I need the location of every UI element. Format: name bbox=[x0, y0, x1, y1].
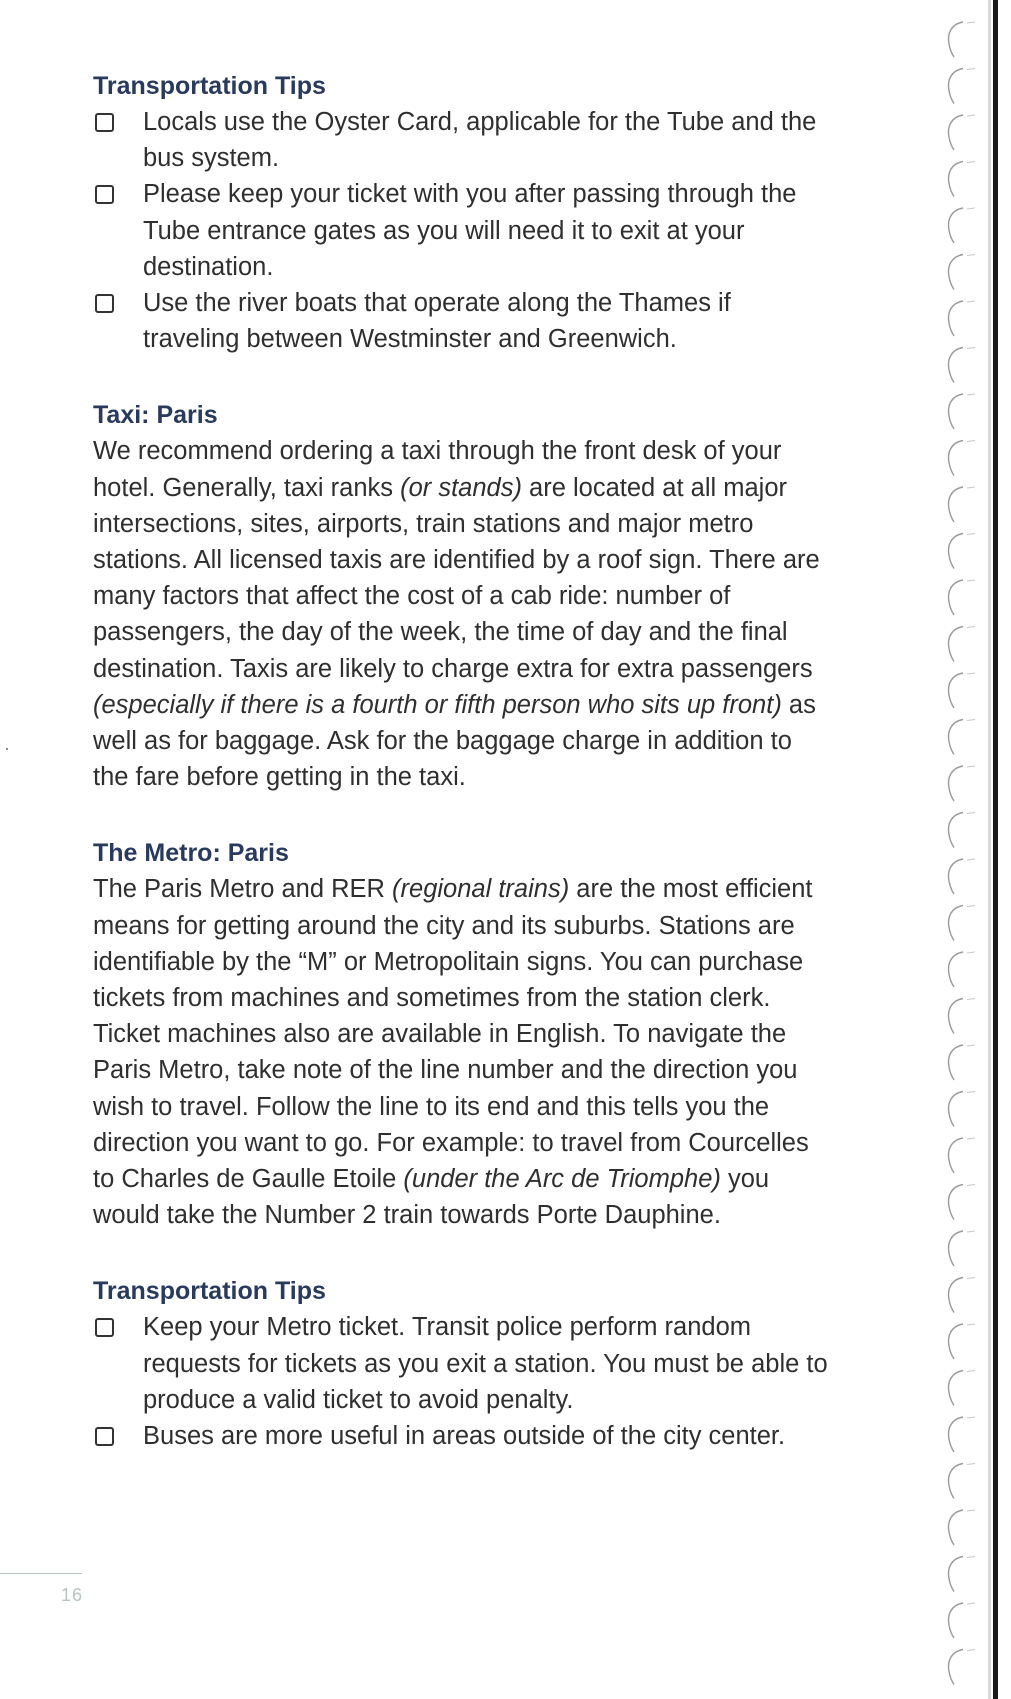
binding-hole-mark bbox=[967, 394, 975, 395]
page-edge bbox=[993, 0, 998, 1699]
binding-loop bbox=[949, 1324, 963, 1359]
list-item bbox=[93, 176, 833, 285]
binding-hole-mark bbox=[967, 1650, 975, 1651]
checkbox-icon bbox=[95, 294, 114, 313]
binding-loop bbox=[949, 1092, 963, 1127]
section-heading: The Metro: Paris bbox=[93, 839, 289, 868]
italic-note: (regional trains) bbox=[392, 875, 570, 904]
binding-loop bbox=[949, 720, 963, 755]
binding-loop bbox=[949, 952, 963, 987]
list-item bbox=[93, 285, 833, 357]
binding-loop bbox=[949, 394, 963, 429]
tip-text: Locals use the Oyster Card, applicable for the Tube and the bus system. bbox=[143, 108, 817, 173]
text-run: are located at all major intersections, sites, airports, train stations and major metro stations. All licensed taxis are identified by a roof sign. There are many factors that affect the cost of a cab ride: number of passengers, the day of the week, the time of day and the final destination. Taxis are likely to charge extra for extra passengers bbox=[93, 473, 820, 683]
binding-hole-mark bbox=[967, 766, 975, 767]
binding-hole-mark bbox=[967, 162, 975, 163]
binding-loop bbox=[949, 115, 963, 150]
scan-speck bbox=[6, 748, 8, 750]
checkbox-icon bbox=[95, 113, 114, 132]
binding-hole-mark bbox=[967, 301, 975, 302]
binding-loop bbox=[949, 999, 963, 1034]
binding-hole-mark bbox=[967, 255, 975, 256]
binding-hole-mark bbox=[967, 1324, 975, 1325]
binding-hole-mark bbox=[967, 1464, 975, 1465]
binding-hole-mark bbox=[967, 952, 975, 953]
binding-loop bbox=[949, 1603, 963, 1638]
italic-note: (under the Arc de Triomphe) bbox=[403, 1165, 721, 1194]
binding-loop bbox=[949, 580, 963, 615]
binding-loop bbox=[949, 1045, 963, 1080]
binding-hole-mark bbox=[967, 999, 975, 1000]
taxi-paragraph bbox=[93, 433, 833, 795]
london-transportation-tips bbox=[93, 68, 833, 357]
binding-loop bbox=[949, 813, 963, 848]
binding-loop bbox=[949, 1231, 963, 1266]
binding-loop bbox=[949, 1510, 963, 1545]
page-edge-shadow bbox=[988, 0, 991, 1699]
binding-hole-mark bbox=[967, 115, 975, 116]
binding-hole-mark bbox=[967, 208, 975, 209]
binding-loop bbox=[949, 859, 963, 894]
page-content bbox=[93, 68, 833, 1494]
binding-loop bbox=[949, 1278, 963, 1313]
binding-hole-mark bbox=[967, 1417, 975, 1418]
checkbox-icon bbox=[95, 1427, 114, 1446]
binding-loop bbox=[949, 255, 963, 290]
binding-loop bbox=[949, 1138, 963, 1173]
list-item bbox=[93, 1309, 833, 1418]
text-run: The Paris Metro and RER bbox=[93, 875, 393, 904]
taxi-paris-section bbox=[93, 397, 833, 795]
binding-hole-mark bbox=[967, 22, 975, 23]
binding-loop bbox=[949, 162, 963, 197]
checkbox-icon bbox=[95, 1318, 114, 1337]
binding-hole-mark bbox=[967, 1278, 975, 1279]
text-run: We recommend ordering a taxi through the front desk of your hotel. Generally, taxi ranks bbox=[93, 437, 782, 502]
binding-hole-mark bbox=[967, 1510, 975, 1511]
binding-hole-mark bbox=[967, 1185, 975, 1186]
list-item bbox=[93, 1418, 833, 1454]
binding-hole-mark bbox=[967, 1092, 975, 1093]
tip-text: Keep your Metro ticket. Transit police perform random requests for tickets as you exit a station. You must be able to produce a valid ticket to avoid penalty. bbox=[143, 1313, 828, 1414]
binding-loop bbox=[949, 1185, 963, 1220]
tip-list bbox=[93, 1309, 833, 1454]
binding-hole-mark bbox=[967, 673, 975, 674]
list-item bbox=[93, 104, 833, 176]
text-run: you would take the Number 2 train towards Porte Dauphine. bbox=[93, 1165, 770, 1230]
binding-loop bbox=[949, 1417, 963, 1452]
tip-text: Use the river boats that operate along the Thames if traveling between Westminster and Greenwich. bbox=[143, 289, 731, 354]
tip-list bbox=[93, 104, 833, 357]
paris-transportation-tips bbox=[93, 1273, 833, 1454]
italic-note: (especially if there is a fourth or fifth person who sits up front) bbox=[93, 690, 782, 719]
text-run: as well as for baggage. Ask for the baggage charge in addition to the fare before getting in the taxi. bbox=[93, 690, 816, 792]
binding-hole-mark bbox=[967, 534, 975, 535]
binding-loop bbox=[949, 22, 963, 57]
binding-loop bbox=[949, 1464, 963, 1499]
binding-hole-mark bbox=[967, 580, 975, 581]
tip-text: Buses are more useful in areas outside of the city center. bbox=[143, 1422, 786, 1451]
section-heading: Transportation Tips bbox=[93, 72, 326, 100]
binding-hole-mark bbox=[967, 348, 975, 349]
binding-hole-mark bbox=[967, 627, 975, 628]
binding-hole-mark bbox=[967, 720, 975, 721]
binding-loop bbox=[949, 1371, 963, 1406]
checkbox-icon bbox=[95, 185, 114, 204]
text-run: are the most efficient means for getting around the city and its suburbs. Stations are identifiable by the “M” or Metropolitain signs. You can purchase tickets from machines and sometimes from the station clerk. Ticket machines also are available in English. To navigate the Paris Metro, take note of the line number and the direction you wish to travel. Follow the line to its end and this tells you the direction you want to go. For example: to travel from Courcelles to Charles de Gaulle Etoile bbox=[93, 875, 813, 1194]
binding-hole-mark bbox=[967, 1138, 975, 1139]
binding-loop bbox=[949, 487, 963, 522]
italic-note: (or stands) bbox=[400, 473, 522, 502]
binding-loop bbox=[949, 441, 963, 476]
binding-hole-mark bbox=[967, 859, 975, 860]
binding-hole-mark bbox=[967, 1603, 975, 1604]
binding-loop bbox=[949, 627, 963, 662]
binding-loop bbox=[949, 1557, 963, 1592]
binding-hole-mark bbox=[967, 813, 975, 814]
binding-loop bbox=[949, 673, 963, 708]
page-number: 16 bbox=[61, 1585, 84, 1605]
spiral-binding-icon bbox=[925, 0, 995, 1699]
binding-loop bbox=[949, 906, 963, 941]
tip-text: Please keep your ticket with you after passing through the Tube entrance gates as you will need it to exit at your destination. bbox=[143, 180, 797, 281]
binding-loop bbox=[949, 208, 963, 243]
binding-hole-mark bbox=[967, 1371, 975, 1372]
binding-loop bbox=[949, 348, 963, 383]
binding-loop bbox=[949, 301, 963, 336]
binding-hole-mark bbox=[967, 1557, 975, 1558]
binding-hole-mark bbox=[967, 69, 975, 70]
metro-paragraph bbox=[93, 871, 833, 1233]
binding-hole-mark bbox=[967, 906, 975, 907]
binding-loop bbox=[949, 534, 963, 569]
binding-loop bbox=[949, 1650, 963, 1685]
footer-rule bbox=[0, 1573, 82, 1574]
binding-loop bbox=[949, 766, 963, 801]
binding-loop bbox=[949, 69, 963, 104]
binding-hole-mark bbox=[967, 441, 975, 442]
binding-hole-mark bbox=[967, 1231, 975, 1232]
binding-hole-mark bbox=[967, 1045, 975, 1046]
section-heading: Taxi: Paris bbox=[93, 401, 218, 430]
section-heading: Transportation Tips bbox=[93, 1277, 326, 1306]
metro-paris-section bbox=[93, 835, 833, 1233]
binding-hole-mark bbox=[967, 487, 975, 488]
